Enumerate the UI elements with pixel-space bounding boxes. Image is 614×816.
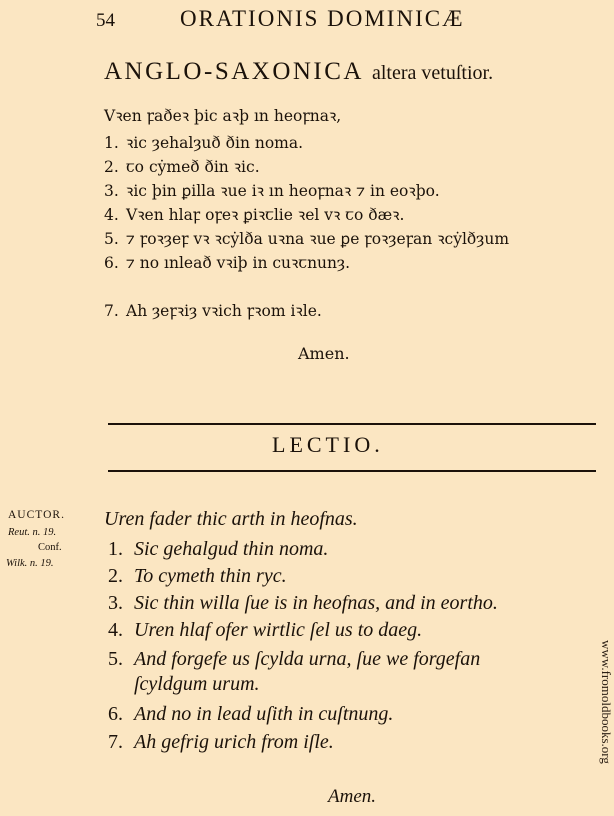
line-text: To cymeth thin ryc. xyxy=(134,565,287,587)
anglo-saxon-line xyxy=(104,131,303,153)
lectio-line xyxy=(108,731,334,754)
line-number: 2. xyxy=(104,158,119,176)
anglo-saxon-line xyxy=(104,251,350,273)
line-text: Uren fader thic arth in heofnas. xyxy=(104,508,358,530)
line-text: Vꝛen hlaꝼ oꝼeꝛ ꝑiꝛꞇlie ꝛel vꝛ ꞇo ðæꝛ. xyxy=(126,206,405,224)
line-text: Ah ȝeꝼꝛiȝ vꝛich ꝼꝛom iꝛle. xyxy=(126,302,322,320)
line-number: 3. xyxy=(104,182,119,200)
anglo-saxon-opening: Vꝛen ꝼaðeꝛ þic aꝛþ ın heoꝼnaꝛ, xyxy=(104,107,342,125)
lectio-line xyxy=(108,619,422,642)
line-text: ſcyldgum urum. xyxy=(134,673,260,695)
section-title-main: ANGLO-SAXONICA xyxy=(104,58,364,85)
line-number: 6. xyxy=(104,254,119,272)
lectio-line xyxy=(108,592,498,615)
lectio-line xyxy=(108,648,480,671)
line-text: ꝛic þin ꝑilla ꝛue iꝛ ın heoꝼnaꝛ ⁊ in eoꝛþo. xyxy=(126,182,440,200)
line-text: Ah gefrig urich from iſle. xyxy=(134,731,334,753)
line-text: ⁊ no ınleað vꝛiþ in cuꝛꞇnunȝ. xyxy=(126,254,351,272)
line-text: ꝛic ȝehalȝuð ðin noma. xyxy=(126,134,304,152)
line-number: 4. xyxy=(104,206,119,224)
lectio-line xyxy=(108,703,393,726)
lectio-title: LECTIO. xyxy=(272,432,384,457)
anglo-saxon-line xyxy=(104,227,509,249)
section-subtitle: altera vetuſtior. xyxy=(372,62,494,84)
anglo-saxon-line xyxy=(104,323,126,341)
watermark: www.fromoldbooks.org xyxy=(599,640,614,764)
lectio-line xyxy=(108,538,328,561)
page-number: 54 xyxy=(96,10,115,31)
running-head: ORATIONIS DOMINICÆ xyxy=(180,6,465,31)
line-number: 6. xyxy=(108,703,123,725)
anglo-saxon-amen: Amen. xyxy=(298,344,350,363)
line-number: 1. xyxy=(104,134,119,152)
margin-note-reference: Conf. xyxy=(38,542,62,553)
line-number: 5. xyxy=(108,648,123,670)
anglo-saxon-line xyxy=(104,299,322,321)
line-text: ꞇo cẏmeð ðin ꝛic. xyxy=(126,158,260,176)
margin-note-reference: Wilk. n. 19. xyxy=(6,558,54,569)
line-number: 7. xyxy=(104,302,119,320)
line-text: ⁊ ꝼoꝛȝeꝼ vꝛ ꝛcẏlða uꝛna ꝛue ꝑe ꝼoꝛȝeꝼan ꝛcẏlðȝum xyxy=(126,230,510,248)
line-number: 7. xyxy=(108,731,123,753)
divider-rule-top xyxy=(108,423,596,425)
divider-rule-bottom xyxy=(108,470,596,472)
lectio-amen: Amen. xyxy=(328,786,377,807)
line-text: And forgefe us ſcylda urna, ſue we forgefan xyxy=(134,648,481,670)
anglo-saxon-line xyxy=(104,155,260,177)
line-text: Uren hlaf ofer wirtlic ſel us to daeg. xyxy=(134,619,423,641)
line-number: 4. xyxy=(108,619,123,641)
section-title xyxy=(104,58,493,86)
line-text: And no in lead uſith in cuſtnung. xyxy=(134,703,394,725)
margin-note-reference: Reut. n. 19. xyxy=(8,527,57,538)
line-text: Sic thin willa ſue is in heofnas, and in eortho. xyxy=(134,592,498,614)
margin-note-auctor: AUCTOR. xyxy=(8,509,65,521)
line-number: 3. xyxy=(108,592,123,614)
line-text: Sic gehalgud thin noma. xyxy=(134,538,329,560)
line-number: 5. xyxy=(104,230,119,248)
line-number: 2. xyxy=(108,565,123,587)
anglo-saxon-line xyxy=(104,179,440,201)
lectio-continuation xyxy=(134,673,260,696)
lectio-line xyxy=(108,565,287,588)
anglo-saxon-line xyxy=(104,203,404,225)
line-number: 1. xyxy=(108,538,123,560)
lectio-opening xyxy=(104,508,358,531)
